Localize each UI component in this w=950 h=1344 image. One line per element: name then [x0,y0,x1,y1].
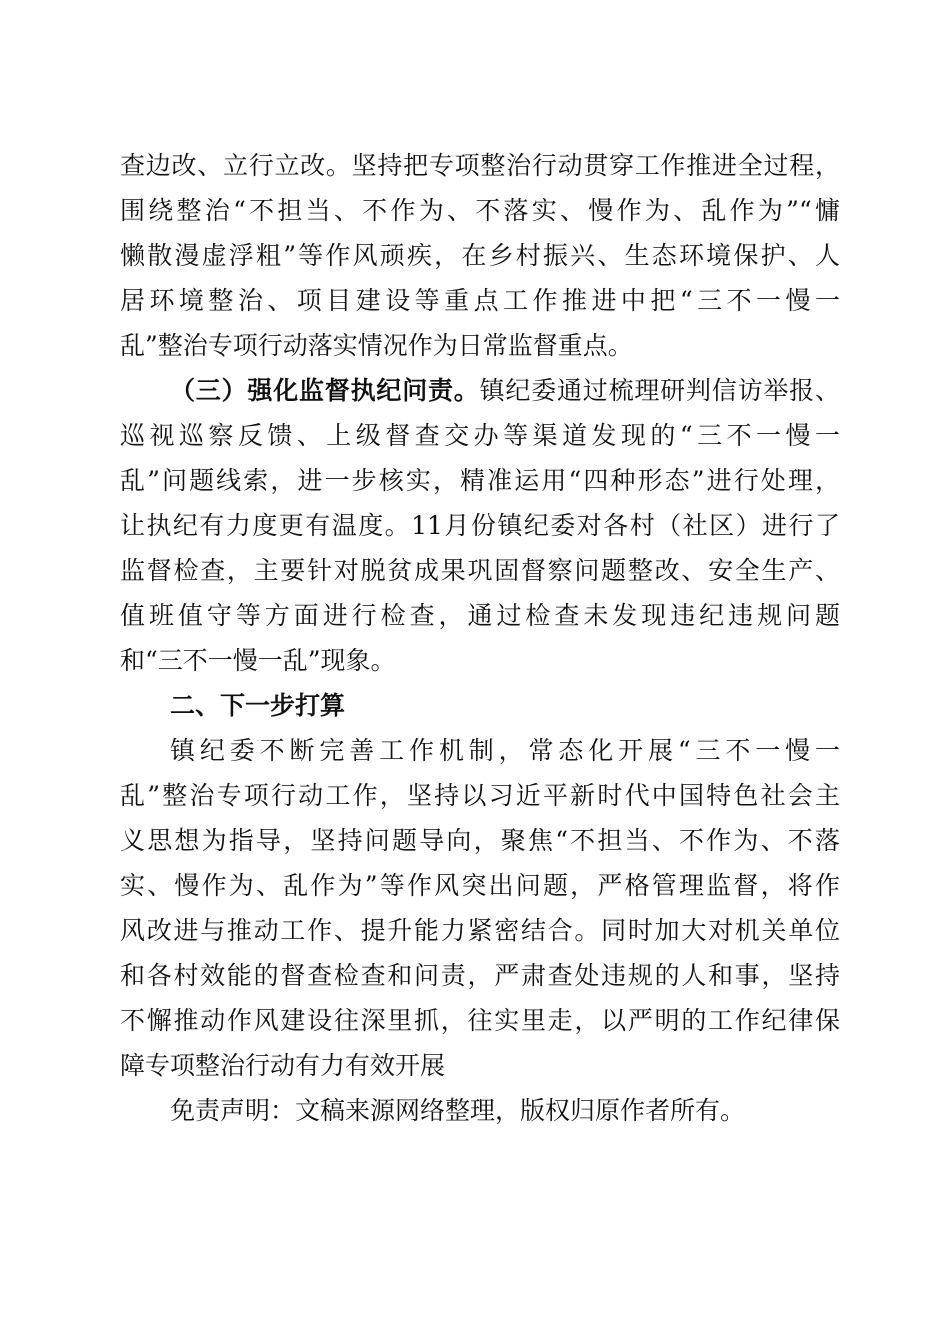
text-line: 风改进与推动工作、提升能力紧密结合。同时加大对机关单位 [120,916,840,945]
text-line: 居环境整治、项目建设等重点工作推进中把“三不一慢一 [120,286,840,315]
text-line: 义思想为指导，坚持问题导向，聚焦“不担当、不作为、不落 [120,826,840,855]
text-line: 围绕整治“不担当、不作为、不落实、慢作为、乱作为”“慵 [120,196,840,225]
text-line: 不懈推动作风建设往深里抓，往实里走，以严明的工作纪律保 [120,1006,840,1035]
text-line: 值班值守等方面进行检查，通过检查未发现违纪违规问题 [120,601,840,630]
text-line: 和“三不一慢一乱”现象。 [120,646,396,675]
text-line: 障专项整治行动有力有效开展 [120,1051,446,1080]
text-line [170,367,840,415]
text-line: 查边改、立行立改。坚持把专项整治行动贯穿工作推进全过程， [120,151,840,180]
disclaimer: 免责声明：文稿来源网络整理，版权归原作者所有。 [170,1096,746,1125]
text-line: 巡视巡察反馈、上级督查交办等渠道发现的“三不一慢一 [120,421,840,450]
text-line: 镇纪委不断完善工作机制，常态化开展“三不一慢一 [170,736,840,765]
text-line: 实、慢作为、乱作为”等作风突出问题，严格管理监督，将作 [120,871,840,900]
text-line: 让执纪有力度更有温度。11月份镇纪委对各村（社区）进行了 [120,511,840,540]
text-line: 乱”整治专项行动落实情况作为日常监督重点。 [120,331,633,360]
section-subheading: （三）强化监督执纪问责。 [170,376,480,405]
text-line: 懒散漫虚浮粗”等作风顽疾，在乡村振兴、生态环境保护、人 [120,241,840,270]
text-line: 监督检查，主要针对脱贫成果巩固督察问题整改、安全生产、 [120,556,840,585]
text-line: 乱”整治专项行动工作，坚持以习近平新时代中国特色社会主 [120,781,840,810]
section-heading: 二、下一步打算 [170,691,346,720]
text-run: 镇纪委通过梳理研判信访举报、 [479,376,840,405]
text-line: 和各村效能的督查检查和问责，严肃查处违规的人和事，坚持 [120,961,840,990]
text-line: 乱”问题线索，进一步核实，精准运用“四种形态”进行处理， [120,466,840,495]
